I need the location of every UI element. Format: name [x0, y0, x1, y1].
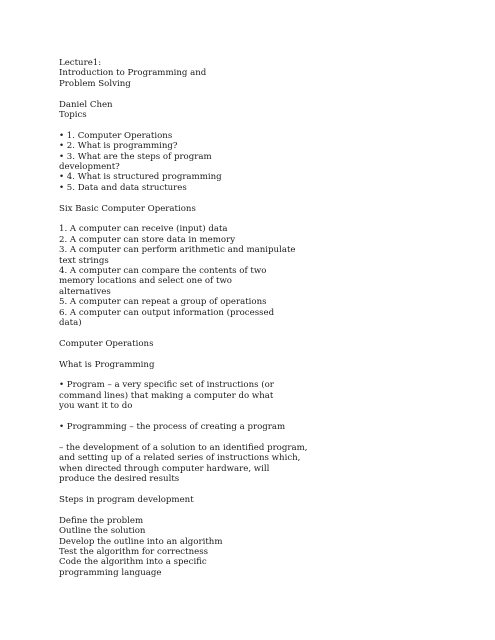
topics-list: • 1. Computer Operations • 2. What is programming? • 3. What are the steps of program development? • 4. What is structured programming • 5. Data and data structures [59, 130, 222, 193]
program-definition: • Program – a very specific set of instructions (or command lines) that making a computer do what you want it to do [59, 380, 274, 412]
author-and-topics-label: Daniel Chen Topics [59, 99, 113, 121]
lecture-title: Lecture1: Introduction to Programming and Problem Solving [59, 58, 207, 89]
steps-heading: Steps in program development [59, 494, 194, 505]
development-definition: – the development of a solution to an identified program, and setting up of a related series of instructions which, when directed through computer hardware, will produce the desired results [59, 442, 308, 485]
what-is-programming-heading: What is Programming [59, 359, 155, 370]
steps-list: Define the problem Outline the solution Develop the outline into an algorithm Test the algorithm for correctness Code the algorithm into a specific programming language [59, 515, 223, 578]
six-ops-heading: Six Basic Computer Operations [59, 203, 196, 214]
programming-definition: • Programming – the process of creating a program [59, 422, 286, 433]
computer-ops-heading: Computer Operations [59, 338, 154, 349]
document-body [59, 58, 459, 589]
six-ops-list: 1. A computer can receive (input) data 2. A computer can store data in memory 3. A computer can perform arithmetic and manipulate text strings 4. A computer can compare the contents of two memory locations and select one of two alternatives 5. A computer can repeat a group of operations 6. A computer can output information (processed data) [59, 224, 296, 329]
